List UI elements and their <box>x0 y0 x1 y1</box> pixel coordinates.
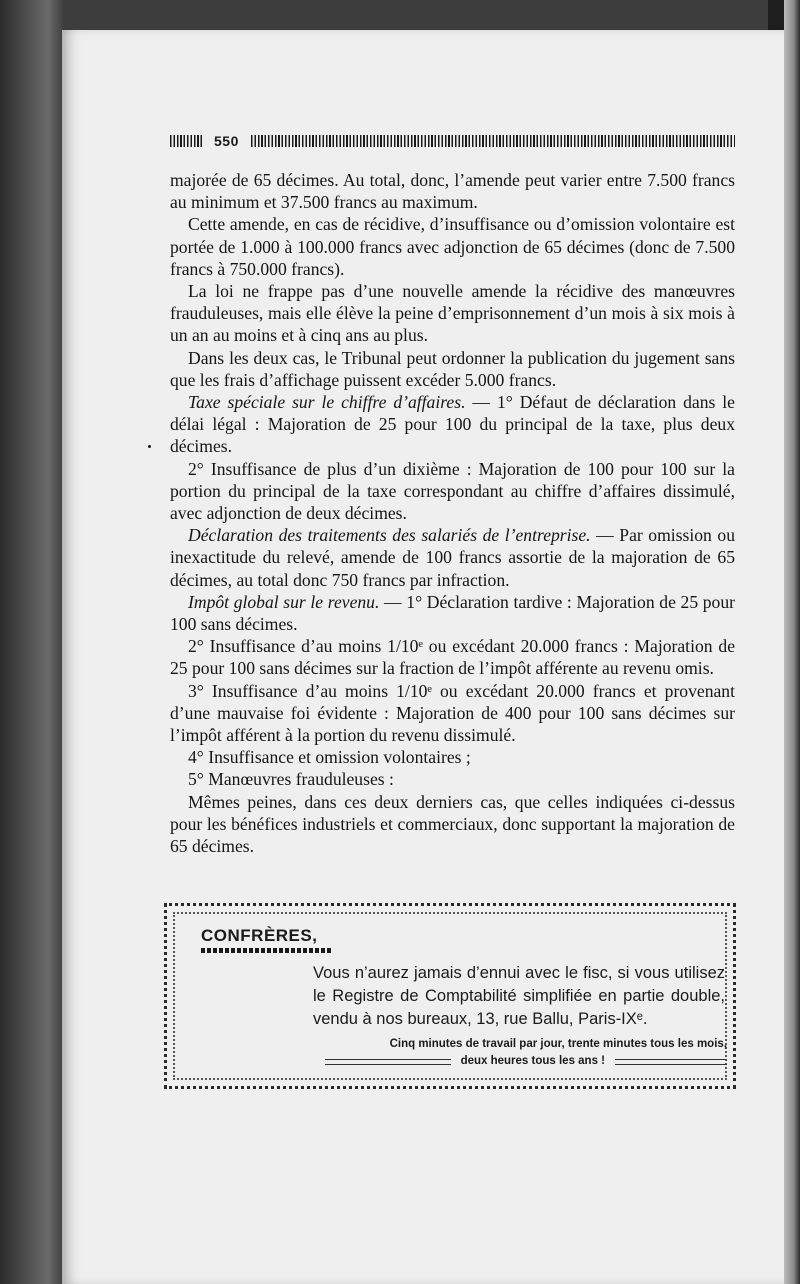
paragraph: 3° Insuffisance d’au moins 1/10ᵉ ou excédant 20.000 francs et provenant d’une mauvaise foi évidente : Majoration de 400 pour 100 sans décimes sur l’impôt afférent à la portion du revenu dissimulé. <box>170 680 735 746</box>
page-edge <box>784 0 800 1284</box>
paragraph-text: — 1° Défaut de déclaration dans le délai légal : Majoration de 25 pour 100 du principal de la taxe, plus deux décimes. <box>170 392 735 457</box>
paragraph-text: — 1° Déclaration tardive : Majoration de 25 pour 100 sans décimes. <box>170 591 736 635</box>
paragraph: majorée de 65 décimes. Au total, donc, l’amende peut varier entre 7.500 francs au minimum et 37.500 francs au maximum. <box>170 170 735 213</box>
ad-text: Vous n’aurez jamais d’ennui avec le fisc, si vous utilisez le Registre de Comptabilité simplifiée en partie double, vendu à nos bureaux, 13, rue Ballu, Paris-IXᵉ. <box>313 964 725 1028</box>
paragraph: Cette amende, en cas de récidive, d’insuffisance ou d’omission volontaire est portée de 1.000 à 100.000 francs avec adjonction de 65 décimes (donc de 7.500 francs à 750.000 francs). <box>170 214 735 279</box>
advertisement-box <box>164 903 736 1089</box>
ad-slogan <box>197 1036 727 1070</box>
section-heading: Déclaration des traitements des salariés de l’entreprise. <box>188 525 591 546</box>
paragraph: 5° Manœuvres frauduleuses : <box>188 769 394 790</box>
paragraph: Dans les deux cas, le Tribunal peut ordonner la publication du jugement sans que les frais d’affichage puissent excéder 5.000 francs. <box>170 347 735 390</box>
paragraph <box>170 591 735 635</box>
section-heading: Taxe spéciale sur le chiffre d’affaires. <box>188 392 466 413</box>
double-rule-right <box>615 1059 727 1065</box>
running-header <box>170 133 735 149</box>
header-rule-left <box>170 135 204 147</box>
paragraph <box>170 391 735 458</box>
double-rule-left <box>325 1059 451 1065</box>
section-heading: Impôt global sur le revenu. <box>188 591 380 612</box>
paragraph: 2° Insuffisance de plus d’un dixième : Majoration de 100 pour 100 sur la portion du principal de la taxe correspondant au chiffre d’affaires dissimulé, avec adjonction de deux décimes. <box>170 458 735 524</box>
paragraph: Mêmes peines, dans ces deux derniers cas, que celles indiquées ci-dessus pour les bénéfices industriels et commerciaux, donc supportant la majoration de 65 décimes. <box>170 791 735 857</box>
paragraph <box>170 524 735 591</box>
ad-slogan-line1: Cinq minutes de travail par jour, trente minutes tous les mois, <box>389 1038 727 1050</box>
paragraph: 2° Insuffisance d’au moins 1/10ᵉ ou excédant 20.000 francs : Majoration de 25 pour 100 sans décimes sur la fraction de l’impôt afférente au revenu omis. <box>170 636 735 679</box>
page-number: 550 <box>214 133 239 149</box>
body-text <box>170 169 735 857</box>
ad-slogan-line2-row <box>197 1053 727 1070</box>
paragraph-text: — Par omission ou inexactitude du relevé, amende de 100 francs assortie de la majoration de 65 décimes, au total donc 750 francs par infraction. <box>170 525 736 590</box>
paragraph: La loi ne frappe pas d’une nouvelle amende la récidive des manœuvres frauduleuses, mais elle élève la peine d’emprisonnement d’un mois à six mois à un an au moins et à cinq ans au plus. <box>170 281 735 346</box>
ad-slogan-line2: deux heures tous les ans ! <box>460 1055 605 1067</box>
ad-title: CONFRÈRES, <box>201 926 318 945</box>
ad-title-underline <box>201 948 333 953</box>
paragraph: 4° Insuffisance et omission volontaires ; <box>188 747 471 768</box>
header-rule-right <box>251 135 735 147</box>
print-speck <box>148 445 151 448</box>
